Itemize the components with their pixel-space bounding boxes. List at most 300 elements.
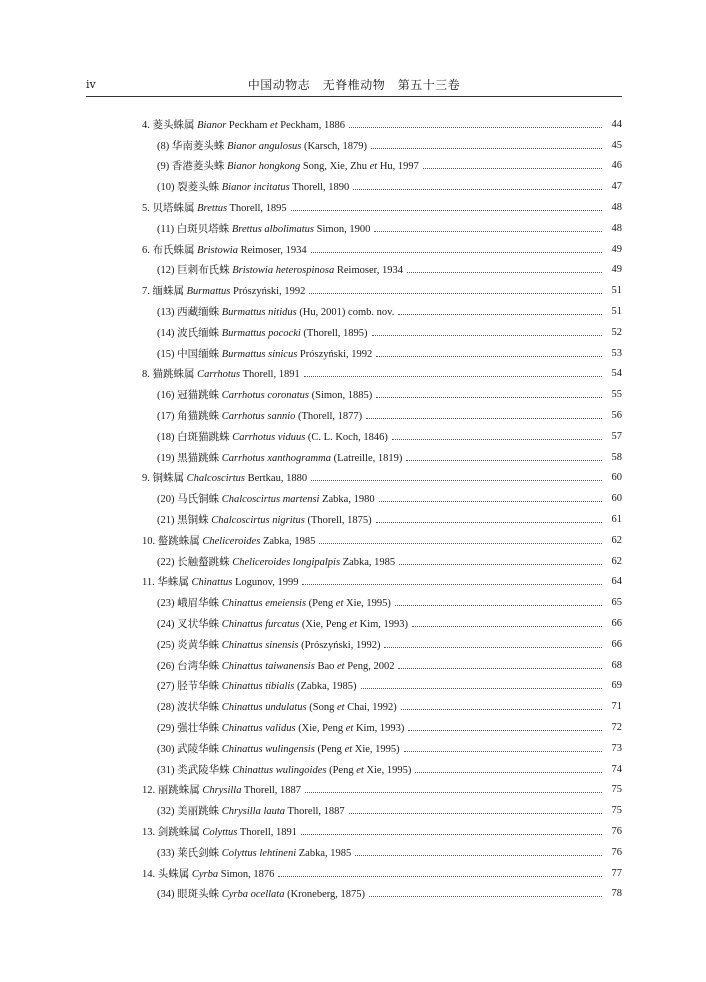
page-ref: 51 (611, 306, 622, 318)
dot-leader (291, 210, 602, 211)
dot-leader (392, 439, 602, 440)
scientific-name: Bianor (197, 119, 227, 131)
toc-entry-label (157, 304, 394, 319)
toc-entry-label (157, 886, 365, 901)
scientific-name: Bianor angulosus (227, 140, 302, 152)
scientific-name: Cyrba ocellata (221, 889, 285, 901)
entry-number: (27) (157, 681, 178, 693)
page-ref: 76 (611, 846, 622, 858)
dot-leader (311, 480, 602, 481)
toc-genus-entry[interactable] (142, 197, 622, 218)
chinese-name: 白斑猫跳蛛 (177, 431, 233, 443)
entry-number: (9) (157, 161, 172, 173)
entry-number: (16) (157, 390, 178, 402)
chinese-name: 巨刺布氏蛛 (177, 265, 233, 277)
scientific-name: Chinattus validus (221, 723, 296, 734)
dot-leader (366, 418, 602, 419)
scientific-name: Brettus albolimatus (231, 223, 315, 235)
scientific-name: Cyrba (191, 868, 219, 880)
chinese-name: 眼斑头蛛 (177, 889, 222, 901)
toc-genus-entry[interactable] (142, 530, 622, 551)
entry-number: 10. (142, 535, 158, 547)
page-ref: 46 (611, 160, 622, 172)
chinese-name: 峨眉华蛛 (177, 598, 222, 610)
toc-genus-entry[interactable] (142, 780, 622, 801)
author-citation: Bao et Peng, 2002 (317, 660, 395, 672)
scientific-name: Burmattus (186, 286, 231, 298)
page-ref: 72 (611, 722, 622, 733)
author-citation: Zabka, 1980 (322, 494, 375, 506)
author-citation: Thorell, 1891 (242, 369, 300, 381)
entry-number: (20) (157, 494, 178, 506)
toc-species-entry[interactable] (142, 696, 622, 717)
dot-leader (355, 855, 602, 856)
chinese-name: 强壮华蛛 (177, 723, 222, 734)
page-ref: 75 (611, 805, 622, 817)
toc-entry-label (142, 866, 274, 881)
dot-leader (376, 356, 602, 357)
page-ref: 57 (611, 430, 622, 442)
entry-number: 12. (142, 785, 158, 797)
page-ref: 56 (611, 410, 622, 422)
author-citation: (Latreille, 1819) (333, 452, 403, 464)
chinese-name: 炎黄华蛛 (177, 639, 222, 651)
dot-leader (404, 751, 602, 752)
toc-entry-label (157, 678, 357, 693)
scientific-name: Chrysilla lauta (221, 806, 286, 818)
chinese-name: 铜蛛属 (152, 473, 187, 485)
chinese-name: 叉状华蛛 (177, 619, 222, 631)
author-citation: (C. L. Koch, 1846) (307, 431, 388, 443)
author-citation: (Hu, 2001) comb. nov. (299, 307, 395, 319)
toc-species-entry[interactable] (142, 676, 622, 697)
toc-entry-label (157, 491, 375, 506)
entry-number: 7. (142, 286, 153, 298)
toc-entry-label (157, 512, 372, 527)
chinese-name: 贝塔蛛属 (152, 203, 198, 215)
chinese-name: 冠猫跳蛛 (177, 390, 222, 402)
entry-number: (19) (157, 452, 178, 464)
page-ref: 74 (611, 763, 622, 775)
entry-number: (32) (157, 806, 178, 818)
author-citation: (Karsch, 1879) (304, 140, 367, 152)
entry-number: (15) (157, 348, 178, 360)
running-title: 中国动物志 无脊椎动物 第五十三卷 (247, 78, 461, 92)
author-citation: Zabka, 1985 (298, 847, 352, 859)
toc-genus-entry[interactable] (142, 364, 622, 385)
page-ref: 51 (611, 285, 622, 297)
toc-species-entry[interactable] (142, 176, 622, 197)
entry-number: (22) (157, 556, 178, 568)
chinese-name: 布氏蛛属 (152, 244, 198, 256)
page-ref: 60 (611, 472, 622, 484)
dot-leader (369, 896, 602, 897)
toc-species-entry[interactable] (142, 384, 622, 405)
toc-entry-label (142, 366, 300, 381)
toc-species-entry[interactable] (142, 738, 622, 759)
page-ref: 71 (611, 701, 622, 713)
toc-entry-label (157, 450, 402, 465)
author-citation: (Thorell, 1895) (303, 327, 368, 339)
toc-entry-label (157, 429, 388, 444)
dot-leader (423, 168, 602, 169)
toc-entry-label (157, 408, 362, 423)
entry-number: 11. (142, 577, 158, 589)
chinese-name: 华南菱头蛛 (171, 140, 227, 152)
scientific-name: Bianor incitatus (221, 182, 290, 194)
chinese-name: 台湾华蛛 (177, 660, 222, 672)
page-ref: 73 (611, 742, 622, 754)
author-citation: Thorell, 1887 (243, 785, 302, 797)
dot-leader (301, 834, 602, 835)
author-citation: Peckham et Peckham, 1886 (228, 119, 345, 131)
toc-entry-label (142, 117, 345, 132)
toc-entry-label (142, 242, 307, 257)
entry-number: (11) (157, 223, 177, 235)
dot-leader (407, 272, 602, 273)
entry-number: (17) (157, 411, 178, 423)
toc-species-entry[interactable] (142, 592, 622, 613)
chinese-name: 裂菱头蛛 (177, 182, 222, 194)
chinese-name: 黑猫跳蛛 (177, 452, 222, 464)
toc-genus-entry[interactable] (142, 239, 622, 260)
toc-species-entry[interactable] (142, 405, 622, 426)
dot-leader (406, 460, 602, 461)
entry-number: (28) (157, 702, 178, 714)
page-ref: 64 (611, 576, 622, 588)
author-citation: Bertkau, 1880 (247, 473, 308, 485)
toc-species-entry[interactable] (142, 655, 622, 676)
page-ref: 75 (611, 784, 622, 796)
author-citation: (Peng et Xie, 1995) (317, 743, 400, 755)
scientific-name: Cheliceroides longipalpis (232, 556, 341, 568)
toc-species-entry[interactable] (142, 551, 622, 572)
scientific-name: Burmattus sinicus (221, 348, 298, 360)
author-citation: (Zabka, 1985) (297, 681, 357, 693)
dot-leader (398, 314, 602, 315)
entry-number: (33) (157, 847, 178, 859)
entry-number: (30) (157, 743, 178, 755)
toc-entry-label (157, 658, 394, 673)
scientific-name: Carrhotus sannio (221, 411, 296, 423)
scientific-name: Chinattus sinensis (221, 639, 299, 651)
toc-species-entry[interactable] (142, 717, 622, 738)
author-citation: Zabka, 1985 (342, 556, 396, 568)
toc-species-entry[interactable] (142, 322, 622, 343)
author-citation: (Kroneberg, 1875) (287, 889, 366, 901)
chinese-name: 马氏铜蛛 (177, 494, 222, 506)
chinese-name: 华蛛属 (157, 577, 192, 589)
entry-number: (21) (157, 515, 178, 527)
dot-leader (376, 397, 602, 398)
toc-species-entry[interactable] (142, 426, 622, 447)
toc-entry-label (157, 262, 403, 277)
dot-leader (379, 501, 602, 502)
dot-leader (304, 376, 602, 377)
dot-leader (372, 335, 602, 336)
page-ref: 60 (611, 493, 622, 505)
entry-number: (12) (157, 265, 178, 277)
page-ref: 55 (611, 389, 622, 401)
toc-species-entry[interactable] (142, 488, 622, 509)
scientific-name: Burmattus pococki (221, 327, 301, 339)
author-citation: (Peng et Xie, 1995) (308, 598, 391, 610)
toc-genus-entry[interactable] (142, 468, 622, 489)
toc-entry-label (157, 346, 372, 361)
chinese-name: 白斑贝塔蛛 (176, 223, 232, 235)
entry-number: (8) (157, 140, 172, 152)
toc-species-entry[interactable] (142, 883, 622, 904)
toc-species-entry[interactable] (142, 613, 622, 634)
page-ref: 66 (611, 638, 622, 650)
toc-entry-label (157, 720, 404, 735)
chinese-name: 武陵华蛛 (177, 743, 222, 755)
author-citation: Reimoser, 1934 (240, 244, 307, 256)
toc-entry-label (157, 616, 408, 631)
scientific-name: Brettus (197, 203, 228, 215)
dot-leader (399, 564, 602, 565)
page-ref: 69 (611, 680, 622, 692)
author-citation: (Peng et Xie, 1995) (329, 764, 412, 776)
dot-leader (278, 876, 602, 877)
chinese-name: 香港菱头蛛 (171, 161, 227, 173)
toc-species-entry[interactable] (142, 759, 622, 780)
page-ref: 52 (611, 326, 622, 338)
author-citation: (Thorell, 1875) (307, 515, 372, 527)
toc-entry-label (157, 221, 370, 236)
entry-number: 8. (142, 369, 153, 381)
chinese-name: 螯跳蛛属 (157, 535, 203, 547)
toc-entry-label (142, 200, 287, 215)
scientific-name: Chinattus furcatus (221, 619, 300, 631)
entry-number: (24) (157, 619, 178, 631)
toc-species-entry[interactable] (142, 800, 622, 821)
dot-leader (361, 688, 603, 689)
chinese-name: 丽跳蛛属 (157, 785, 203, 797)
author-citation: (Xie, Peng et Kim, 1993) (301, 619, 409, 631)
header-rule (86, 96, 622, 97)
page-ref: 45 (611, 139, 622, 151)
toc-entry-label (142, 824, 297, 839)
author-citation: (Song et Chai, 1992) (309, 702, 397, 714)
author-citation: Zabka, 1985 (262, 535, 316, 547)
page-ref: 78 (611, 888, 622, 900)
entry-number: 5. (142, 203, 153, 215)
entry-number: (10) (157, 182, 178, 194)
toc-entry-label (142, 470, 307, 485)
scientific-name: Chalcoscirtus nigritus (211, 515, 305, 527)
chinese-name: 角猫跳蛛 (177, 411, 222, 423)
toc-entry-label (157, 699, 397, 714)
scientific-name: Carrhotus coronatus (221, 390, 309, 402)
dot-leader (395, 605, 602, 606)
toc-entry-label (157, 179, 349, 194)
dot-leader (302, 584, 602, 585)
toc-entry-label (157, 803, 345, 818)
scientific-name: Carrhotus viduus (232, 431, 306, 443)
dot-leader (376, 522, 602, 523)
chinese-name: 西藏缅蛛 (177, 307, 222, 319)
toc-genus-entry[interactable] (142, 863, 622, 884)
author-citation: Reimoser, 1934 (336, 265, 403, 277)
dot-leader (408, 730, 602, 731)
toc-species-entry[interactable] (142, 218, 622, 239)
toc-genus-entry[interactable] (142, 280, 622, 301)
toc-entry-label (142, 283, 305, 298)
scientific-name: Chinattus (191, 577, 233, 589)
dot-leader (349, 813, 602, 814)
toc-entry-label (157, 845, 351, 860)
author-citation: Logunov, 1999 (234, 577, 299, 589)
page-ref: 49 (611, 264, 622, 276)
chinese-name: 缅蛛属 (152, 286, 187, 298)
author-citation: Thorell, 1891 (239, 826, 297, 838)
scientific-name: Cheliceroides (202, 535, 261, 547)
page-ref: 54 (611, 368, 622, 380)
author-citation: Prószyński, 1992 (299, 348, 373, 360)
author-citation: (Thorell, 1877) (298, 411, 363, 423)
toc-entry-label (142, 533, 315, 548)
toc-entry-label (157, 762, 411, 777)
entry-number: (25) (157, 639, 178, 651)
chinese-name: 长触螯跳蛛 (177, 556, 233, 568)
dot-leader (415, 772, 602, 773)
page-ref: 62 (611, 555, 622, 567)
entry-number: (23) (157, 598, 178, 610)
toc-entry-label (157, 138, 367, 153)
toc-species-entry[interactable] (142, 634, 622, 655)
dot-leader (371, 148, 602, 149)
dot-leader (398, 668, 602, 669)
page-ref: 68 (611, 659, 622, 671)
dot-leader (311, 252, 602, 253)
toc-genus-entry[interactable] (142, 572, 622, 593)
page-ref: 62 (611, 534, 622, 546)
page-ref: 53 (611, 347, 622, 359)
author-citation: Thorell, 1890 (292, 182, 350, 194)
toc-species-entry[interactable] (142, 509, 622, 530)
page-ref: 76 (611, 825, 622, 837)
scientific-name: Chinattus emeiensis (221, 598, 307, 610)
chinese-name: 猫跳蛛属 (152, 369, 198, 381)
page-ref: 77 (611, 867, 622, 879)
scientific-name: Chalcoscirtus (186, 473, 245, 485)
toc-species-entry[interactable] (142, 135, 622, 156)
scientific-name: Bristowia (197, 244, 238, 256)
scientific-name: Carrhotus xanthogramma (221, 452, 331, 464)
dot-leader (349, 127, 602, 128)
entry-number: (14) (157, 327, 178, 339)
toc-entry-label (157, 325, 368, 340)
chinese-name: 剑跳蛛属 (157, 826, 203, 838)
toc-species-entry[interactable] (142, 156, 622, 177)
author-citation: (Xie, Peng et Kim, 1993) (298, 723, 405, 734)
dot-leader (374, 231, 602, 232)
chinese-name: 波氏缅蛛 (177, 327, 222, 339)
dot-leader (305, 792, 602, 793)
toc-genus-entry[interactable] (142, 114, 622, 135)
dot-leader (309, 293, 602, 294)
dot-leader (401, 709, 602, 710)
entry-number: 4. (142, 119, 153, 131)
page-number: iv (86, 78, 96, 91)
toc-entry-label (157, 741, 400, 756)
page-ref: 47 (611, 181, 622, 193)
chinese-name: 黑铜蛛 (177, 515, 212, 527)
entry-number: 14. (142, 868, 158, 880)
page-ref: 48 (611, 222, 622, 234)
author-citation: (Simon, 1885) (311, 390, 373, 402)
scientific-name: Chinattus wulingoides (232, 764, 327, 776)
entry-number: 6. (142, 244, 153, 256)
scientific-name: Chinattus taiwanensis (221, 660, 315, 672)
chinese-name: 莱氏剑蛛 (177, 847, 222, 859)
entry-number: (34) (157, 889, 178, 901)
dot-leader (319, 543, 602, 544)
author-citation: Simon, 1876 (220, 868, 275, 880)
table-of-contents (142, 114, 622, 904)
toc-species-entry[interactable] (142, 260, 622, 281)
scientific-name: Chalcoscirtus martensi (221, 494, 320, 506)
page-ref: 61 (611, 514, 622, 526)
chinese-name: 波状华蛛 (177, 702, 222, 714)
toc-entry-label (157, 595, 391, 610)
scientific-name: Bristowia heterospinosa (232, 265, 335, 277)
chinese-name: 头蛛属 (157, 868, 192, 880)
scientific-name: Chinattus tibialis (221, 681, 295, 693)
toc-entry-label (157, 158, 419, 173)
scientific-name: Burmattus nitidus (221, 307, 297, 319)
toc-species-entry[interactable] (142, 447, 622, 468)
chinese-name: 菱头蛛属 (152, 119, 198, 131)
page-ref: 66 (611, 618, 622, 630)
toc-genus-entry[interactable] (142, 821, 622, 842)
entry-number: (26) (157, 660, 178, 672)
page-ref: 58 (611, 451, 622, 463)
page-header (86, 76, 622, 94)
author-citation: Prószyński, 1992 (233, 286, 306, 298)
toc-species-entry[interactable] (142, 842, 622, 863)
scientific-name: Chinattus undulatus (221, 702, 307, 714)
chinese-name: 中国缅蛛 (177, 348, 222, 360)
toc-species-entry[interactable] (142, 343, 622, 364)
dot-leader (384, 647, 602, 648)
toc-entry-label (157, 387, 372, 402)
entry-number: (29) (157, 723, 178, 734)
toc-entry-label (142, 574, 298, 589)
entry-number: (13) (157, 307, 178, 319)
toc-species-entry[interactable] (142, 301, 622, 322)
author-citation: Thorell, 1895 (229, 203, 287, 215)
scientific-name: Colyttus (202, 826, 238, 838)
scientific-name: Carrhotus (197, 369, 241, 381)
author-citation: Thorell, 1887 (287, 806, 345, 818)
toc-entry-label (157, 554, 395, 569)
page-ref: 49 (611, 243, 622, 255)
page-ref: 65 (611, 597, 622, 609)
toc-entry-label (142, 782, 301, 797)
entry-number: 13. (142, 826, 158, 838)
entry-number: (18) (157, 431, 178, 443)
author-citation: (Prószyński, 1992) (301, 639, 381, 651)
toc-entry-label (157, 637, 380, 652)
dot-leader (412, 626, 602, 627)
scientific-name: Chrysilla (202, 785, 242, 797)
chinese-name: 类武陵华蛛 (177, 764, 233, 776)
chinese-name: 美丽跳蛛 (177, 806, 222, 818)
entry-number: (31) (157, 764, 178, 776)
scientific-name: Bianor hongkong (227, 161, 301, 173)
